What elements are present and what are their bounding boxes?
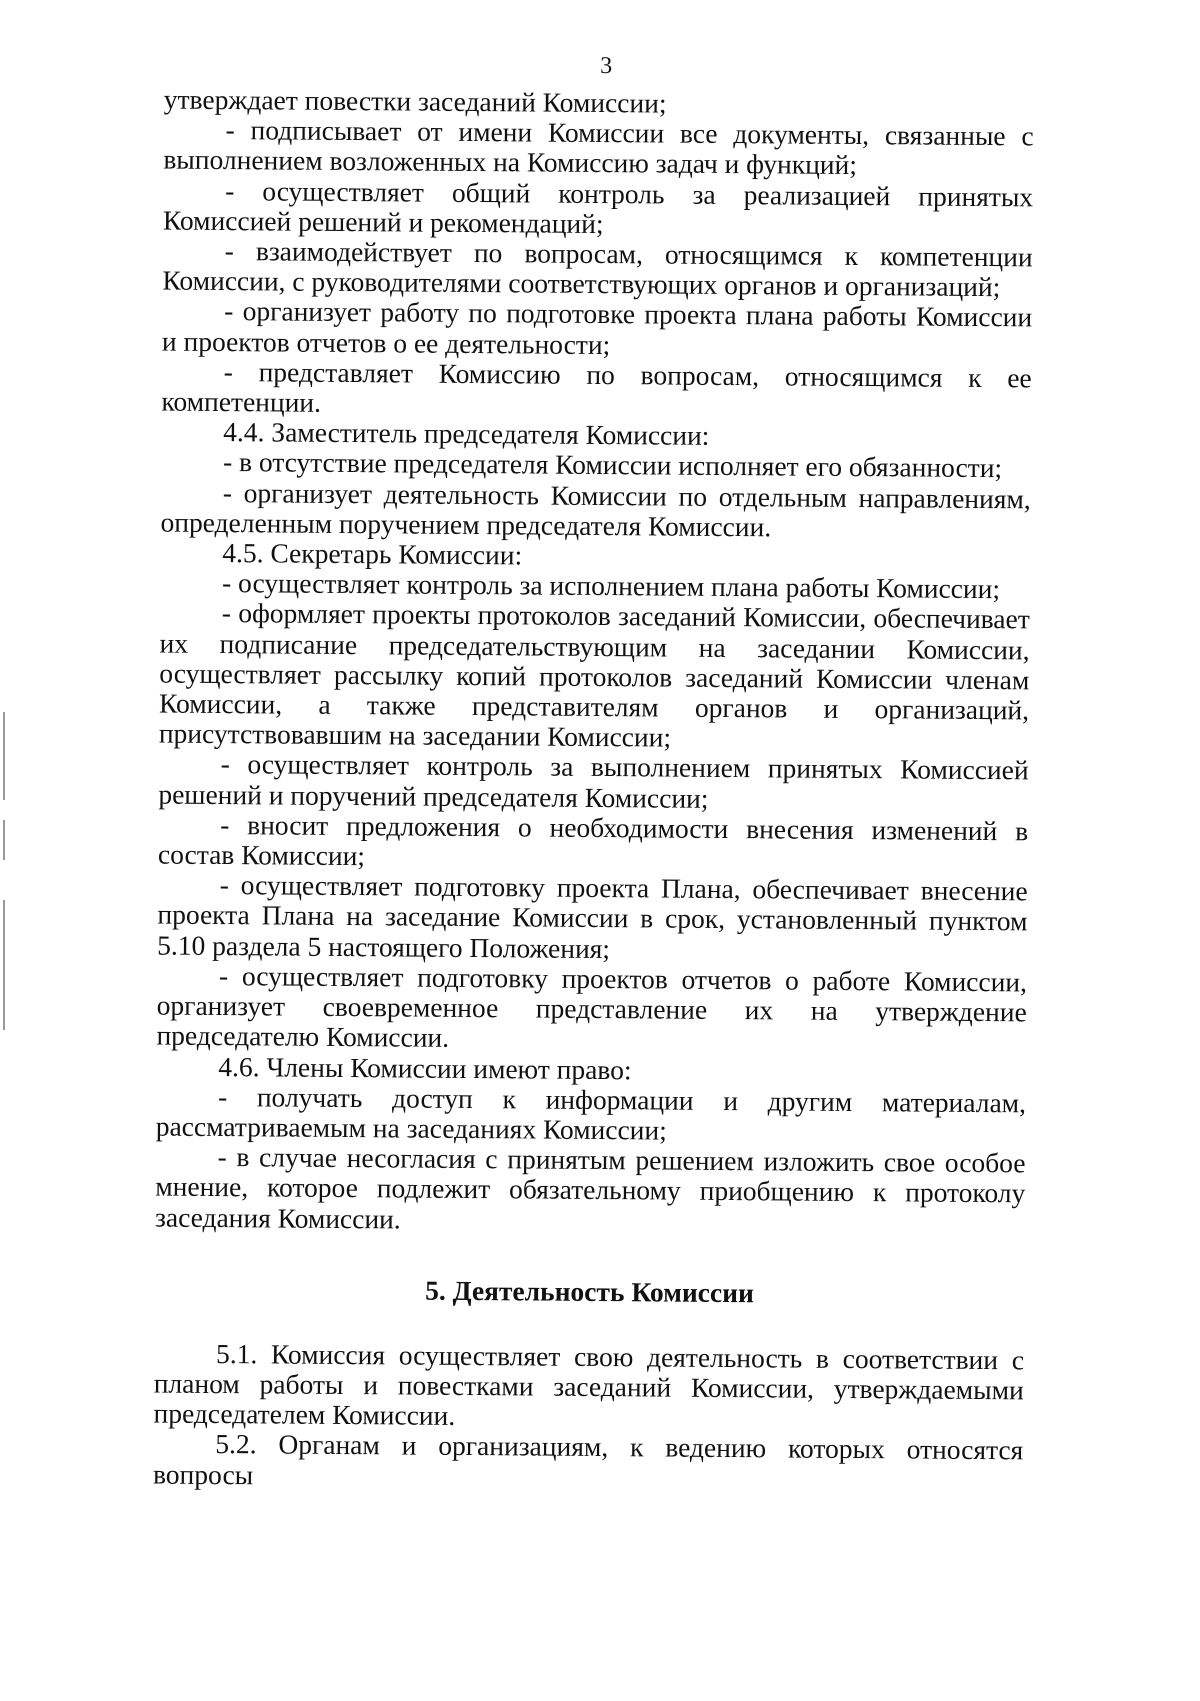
paragraph: - осуществляет контроль за выполнением принятых Комиссией решений и поручений председателя Комиссии; bbox=[158, 748, 1029, 814]
section-heading: 5. Деятельность Комиссии bbox=[425, 1274, 754, 1308]
page-number: 3 bbox=[600, 52, 613, 80]
scan-margin-line bbox=[3, 820, 5, 860]
scan-margin-line bbox=[3, 712, 5, 800]
scan-margin-line bbox=[3, 900, 5, 1030]
subsection-heading: 4.5. Секретарь Комиссии: bbox=[222, 537, 523, 571]
document-body bbox=[153, 85, 1034, 1497]
paragraph: - оформляет проекты протоколов заседаний Комиссии, обеспечивает их подписание председательствующим на заседании Комиссии, осуществляет рассылку копий протоколов заседаний Комиссии членам Комиссии, а также представителям органов и организаций, присутствовавшим на заседании Комиссии; bbox=[158, 597, 1030, 753]
paragraph: - в отсутствие председателя Комиссии исполняет его обязанности; bbox=[222, 446, 1003, 484]
paragraph: - осуществляет общий контроль за реализацией принятых Комиссией решений и рекомендаций; bbox=[162, 174, 1034, 239]
paragraph: - осуществляет контроль за исполнением плана работы Комиссии; bbox=[221, 567, 1001, 605]
paragraph: - представляет Комиссию по вопросам, относящимся к ее компетенции. bbox=[161, 355, 1032, 418]
subsection-heading: 4.4. Заместитель председателя Комиссии: bbox=[223, 416, 710, 452]
paragraph: 5.2. Органам и организациям, к ведению которых относятся вопросы bbox=[152, 1428, 1024, 1490]
paragraph: - организует деятельность Комиссии по отдельным направлениям, определенным поручением председателя Комиссии. bbox=[160, 476, 1031, 543]
paragraph: - вносит предложения о необходимости внесения изменений в состав Комиссии; bbox=[157, 808, 1029, 872]
paragraph: - взаимодействует по вопросам, относящимся к компетенции Комиссии, с руководителями соответствующих органов и организаций; bbox=[162, 235, 1033, 303]
paragraph: - подписывает от имени Комиссии все документы, связанные с выполнением возложенных на Комиссию задач и функций; bbox=[163, 114, 1034, 181]
paragraph: - организует работу по подготовке проекта плана работы Комиссии и проектов отчетов о ее деятельности; bbox=[161, 295, 1033, 360]
paragraph: утверждает повестки заседаний Комиссии; bbox=[163, 83, 667, 119]
paragraph: - осуществляет подготовку проекта Плана, обеспечивает внесение проекта Плана на заседание Комиссии в срок, установленный пунктом 5.10 раздела 5 настоящего Положения; bbox=[157, 869, 1028, 964]
paragraph: - в случае несогласия с принятым решением изложить свое особое мнение, которое подлежит обязательному приобщению к протоколу заседания Комиссии. bbox=[154, 1141, 1026, 1234]
subsection-heading: 4.6. Члены Комиссии имеют право: bbox=[218, 1050, 632, 1085]
paragraph: 5.1. Комиссия осуществляет свою деятельность в соответствии с планом работы и повестками заседаний Комиссии, утверждаемыми председателем Комиссии. bbox=[153, 1337, 1025, 1432]
paragraph: - осуществляет подготовку проектов отчетов о работе Комиссии, организует своевременное представление их на утверждение председателю Комиссии. bbox=[156, 959, 1028, 1054]
paragraph: - получать доступ к информации и другим материалам, рассматриваемым на заседаниях Комиссии; bbox=[155, 1080, 1027, 1146]
